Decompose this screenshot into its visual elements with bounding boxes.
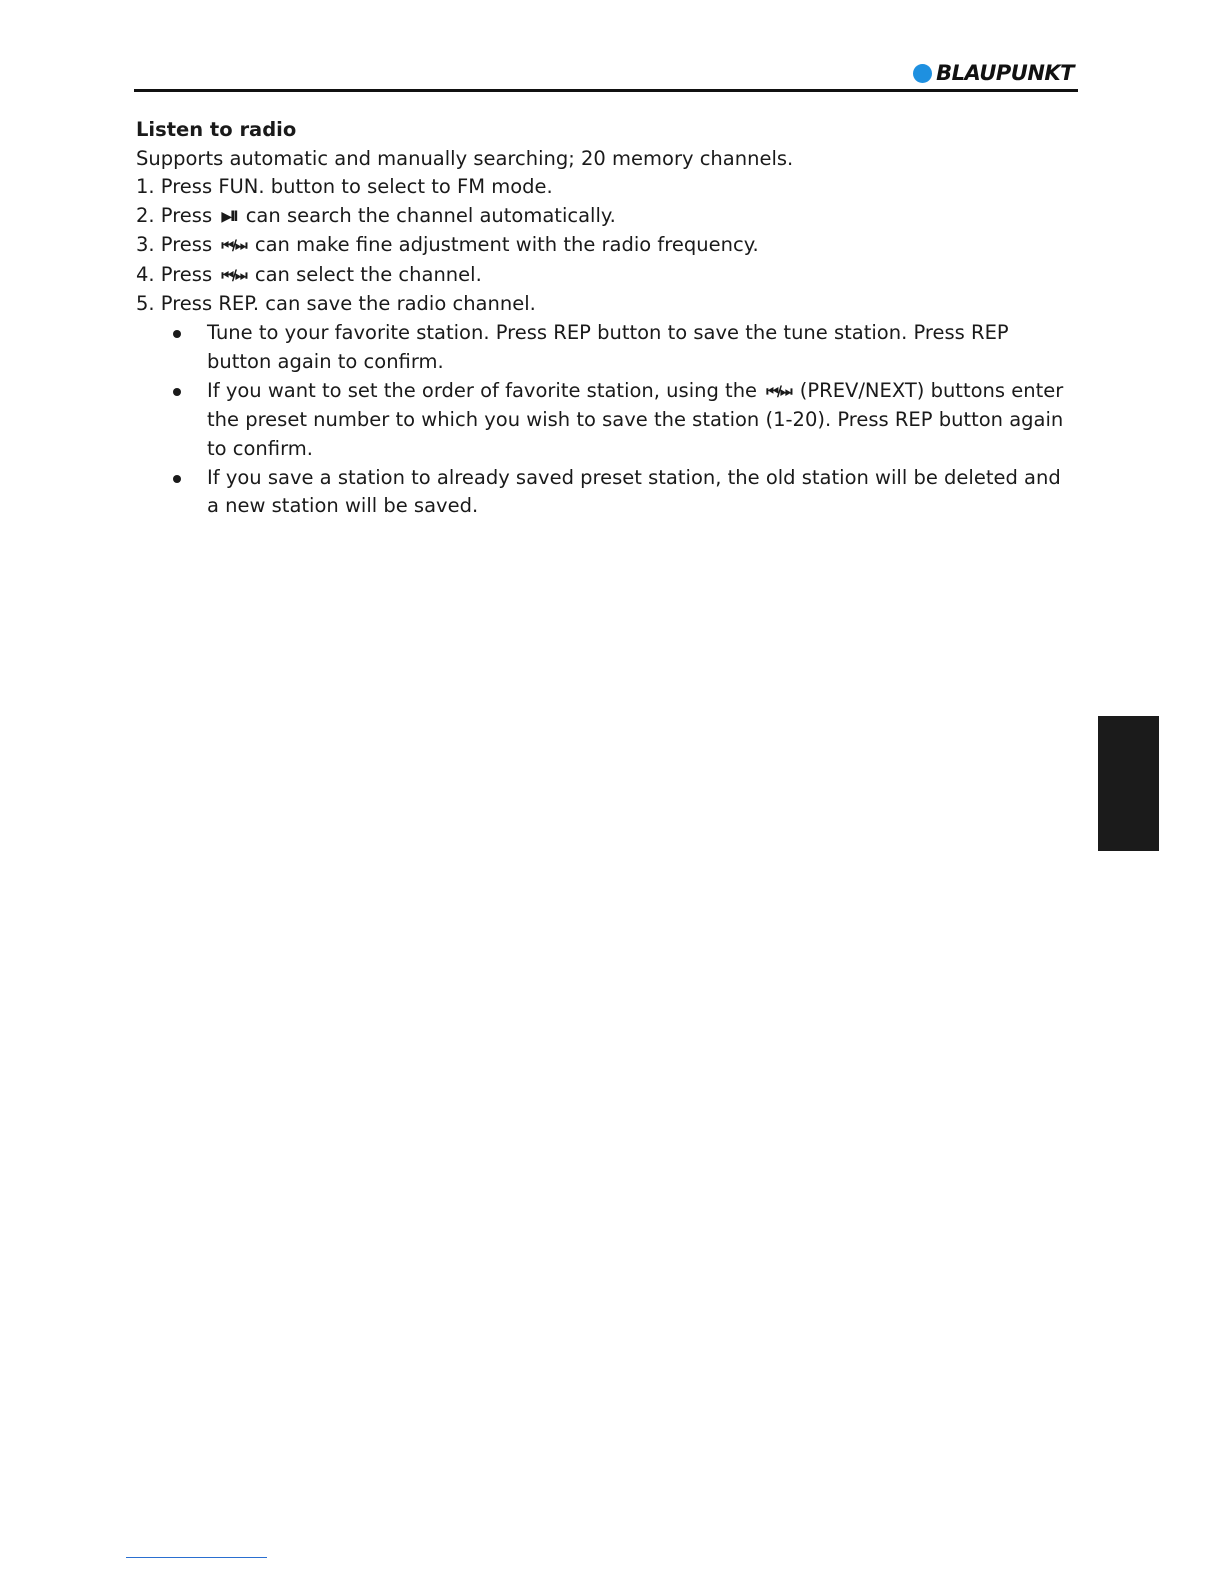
step-item xyxy=(136,202,1078,232)
step-item xyxy=(136,261,1078,291)
step-text: 5. Press REP. can save the radio channel. xyxy=(136,292,536,315)
bullet-text: If you save a station to already saved preset station, the old station will be deleted and a new station will be saved. xyxy=(207,465,1061,517)
bullet-icon xyxy=(173,330,181,338)
section-title: Listen to radio xyxy=(136,118,297,141)
brand-name: BLAUPUNKT xyxy=(936,61,1074,85)
prev-next-icon: ⏮/⏭ xyxy=(221,238,246,254)
bullet-item xyxy=(136,464,1078,521)
step-text: 1. Press FUN. button to select to FM mode. xyxy=(136,175,553,198)
side-tab-marker xyxy=(1098,716,1159,851)
prev-next-icon: ⏮/⏭ xyxy=(766,383,791,400)
step-text: 3. Press xyxy=(136,233,219,256)
brand-dot-icon xyxy=(913,64,932,83)
bullet-text: If you want to set the order of favorite station, using the xyxy=(207,378,764,402)
bullet-icon xyxy=(173,388,181,396)
step-text: 4. Press xyxy=(136,262,219,286)
step-text: can make fine adjustment with the radio frequency. xyxy=(248,233,759,256)
steps-list xyxy=(136,173,1078,319)
bullet-item xyxy=(136,319,1078,376)
step-text: 2. Press xyxy=(136,203,219,227)
step-item xyxy=(136,173,1078,202)
step-text: can search the channel automatically. xyxy=(239,203,616,227)
step-item xyxy=(136,231,1078,261)
bullet-text: Tune to your favorite station. Press REP button to save the tune station. Press REP button again to confirm. xyxy=(207,321,1009,373)
header-rule xyxy=(134,89,1078,92)
bullet-item xyxy=(136,377,1078,464)
bullet-list xyxy=(136,319,1078,521)
brand-logo xyxy=(913,60,1074,86)
footer-rule xyxy=(126,1557,267,1558)
step-text: can select the channel. xyxy=(248,262,482,286)
bullet-text: (PREV/NEXT) buttons enter the preset number to which you wish to save the station (1-20). Press REP button again to confirm. xyxy=(207,378,1064,460)
step-item xyxy=(136,290,1078,319)
prev-next-icon: ⏮/⏭ xyxy=(221,267,246,284)
page-content xyxy=(136,116,1078,521)
play-pause-icon: ▶II xyxy=(221,208,237,225)
bullet-icon xyxy=(173,475,181,483)
section-intro: Supports automatic and manually searching; 20 memory channels. xyxy=(136,146,794,170)
